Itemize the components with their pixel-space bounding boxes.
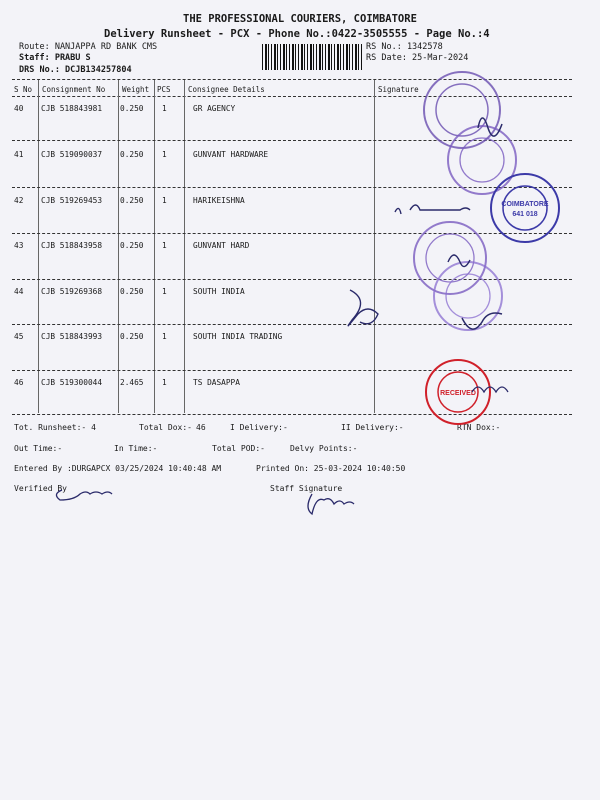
- row-pcs: 1: [162, 241, 167, 250]
- row-consignee: GUNVANT HARDWARE: [193, 150, 269, 159]
- col-sno: S No: [14, 85, 33, 94]
- verified-by-label: Verified By: [14, 484, 67, 493]
- table-row: [14, 241, 23, 250]
- signature-icon: [308, 494, 354, 514]
- table-vline: [38, 80, 39, 413]
- col-signature: Signature: [378, 85, 419, 94]
- signature-icon: [462, 313, 502, 329]
- row-consignment: CJB 519269453: [41, 196, 103, 205]
- col-weight: Weight: [122, 85, 150, 94]
- row-consignee: TS DASAPPA: [193, 378, 240, 387]
- row-rule: [12, 233, 572, 234]
- rtn-dox: RTN Dox:-: [457, 423, 501, 432]
- row-consignment: CJB 518843993: [41, 332, 103, 341]
- row-weight: 0.250: [120, 332, 144, 341]
- circular-stamp-icon: [434, 262, 502, 330]
- row-consignee: HARIKEISHNA: [193, 196, 245, 205]
- total-dox-value: 46: [196, 423, 206, 432]
- staff-signature-label: Staff Signature: [270, 484, 343, 493]
- signature-icon: [472, 387, 508, 392]
- table-vline: [374, 80, 375, 413]
- row-weight: 0.250: [120, 196, 144, 205]
- row-rule: [12, 370, 572, 371]
- row-weight: 0.250: [120, 287, 144, 296]
- row-weight: 0.250: [120, 150, 144, 159]
- row-rule: [12, 279, 572, 280]
- route-label: Route: NANJAPPA RD BANK CMS: [19, 42, 158, 52]
- row-consignment: CJB 519090037: [41, 150, 103, 159]
- row-pcs: 1: [162, 287, 167, 296]
- table-vline: [118, 80, 119, 413]
- in-time: In Time:-: [114, 444, 158, 453]
- table-row: [14, 287, 23, 296]
- row-consignee: GR AGENCY: [193, 104, 236, 113]
- row-sno: 43: [14, 241, 24, 250]
- table-vline: [184, 80, 185, 413]
- company-seal-icon: [491, 174, 559, 242]
- row-consignee: GUNVANT HARD: [193, 241, 250, 250]
- row-pcs: 1: [162, 332, 167, 341]
- total-dox-label: Total Dox:-: [139, 423, 192, 432]
- table-row: [14, 104, 23, 113]
- barcode: [262, 44, 362, 70]
- circular-stamp-icon: [424, 72, 500, 148]
- printed-on: Printed On: 25-03-2024 10:40:50: [256, 464, 406, 473]
- table-row: [14, 378, 23, 387]
- row-consignment: CJB 518843981: [41, 104, 103, 113]
- out-time: Out Time:-: [14, 444, 63, 453]
- row-sno: 41: [14, 150, 24, 159]
- row-pcs: 1: [162, 150, 167, 159]
- row-sno: 40: [14, 104, 24, 113]
- signature-icon: [478, 118, 502, 136]
- col-consignee: Consignee Details: [188, 85, 265, 94]
- table-row: [14, 150, 23, 159]
- row-consignment: CJB 519269368: [41, 287, 103, 296]
- signature-icon: [448, 255, 470, 267]
- svg-text:COIMBATORE: COIMBATORE: [501, 201, 549, 208]
- total-pod: Total POD:-: [212, 444, 265, 453]
- row-weight: 0.250: [120, 241, 144, 250]
- rs-date: RS Date: 25-Mar-2024: [366, 53, 469, 63]
- row-consignee: SOUTH INDIA TRADING: [193, 332, 283, 341]
- row-pcs: 1: [162, 104, 167, 113]
- ii-delivery: II Delivery:-: [341, 423, 404, 432]
- svg-text:RECEIVED: RECEIVED: [440, 390, 476, 397]
- row-rule: [12, 140, 572, 141]
- table-top-rule: [12, 79, 572, 80]
- table-row: [14, 196, 23, 205]
- drs-label: DRS No.: DCJB134257804: [19, 65, 132, 75]
- table-bottom-rule: [12, 414, 572, 415]
- row-consignment: CJB 518843958: [41, 241, 103, 250]
- company-title: THE PROFESSIONAL COURIERS, COIMBATORE: [183, 13, 417, 25]
- row-sno: 42: [14, 196, 24, 205]
- tot-runsheet: Tot. Runsheet:- 4: [14, 423, 96, 432]
- delvy-points: Delvy Points:-: [290, 444, 358, 453]
- row-consignee: SOUTH INDIA: [193, 287, 245, 296]
- table-header-rule: [12, 96, 572, 97]
- i-delivery: I Delivery:-: [230, 423, 288, 432]
- row-weight: 0.250: [120, 104, 144, 113]
- rs-number: RS No.: 1342578: [366, 42, 443, 52]
- row-pcs: 1: [162, 196, 167, 205]
- table-row: [14, 332, 23, 341]
- row-rule: [12, 324, 572, 325]
- runsheet-subtitle: Delivery Runsheet - PCX - Phone No.:0422-3505555 - Page No.:4: [104, 28, 490, 40]
- circular-stamp-icon: [448, 126, 516, 194]
- signature-icon: [395, 205, 470, 214]
- row-pcs: 1: [162, 378, 167, 387]
- staff-label: Staff: PRABU S: [19, 53, 91, 63]
- entered-by: Entered By :DURGAPCX 03/25/2024 10:40:48 AM: [14, 464, 222, 473]
- row-rule: [12, 187, 572, 188]
- svg-text:641 018: 641 018: [512, 211, 538, 218]
- row-sno: 46: [14, 378, 24, 387]
- row-sno: 45: [14, 332, 24, 341]
- row-sno: 44: [14, 287, 24, 296]
- col-pcs: PCS: [157, 85, 171, 94]
- row-weight: 2.465: [120, 378, 144, 387]
- col-consignment: Consignment No: [42, 85, 106, 94]
- row-consignment: CJB 519300044: [41, 378, 103, 387]
- table-vline: [154, 80, 155, 413]
